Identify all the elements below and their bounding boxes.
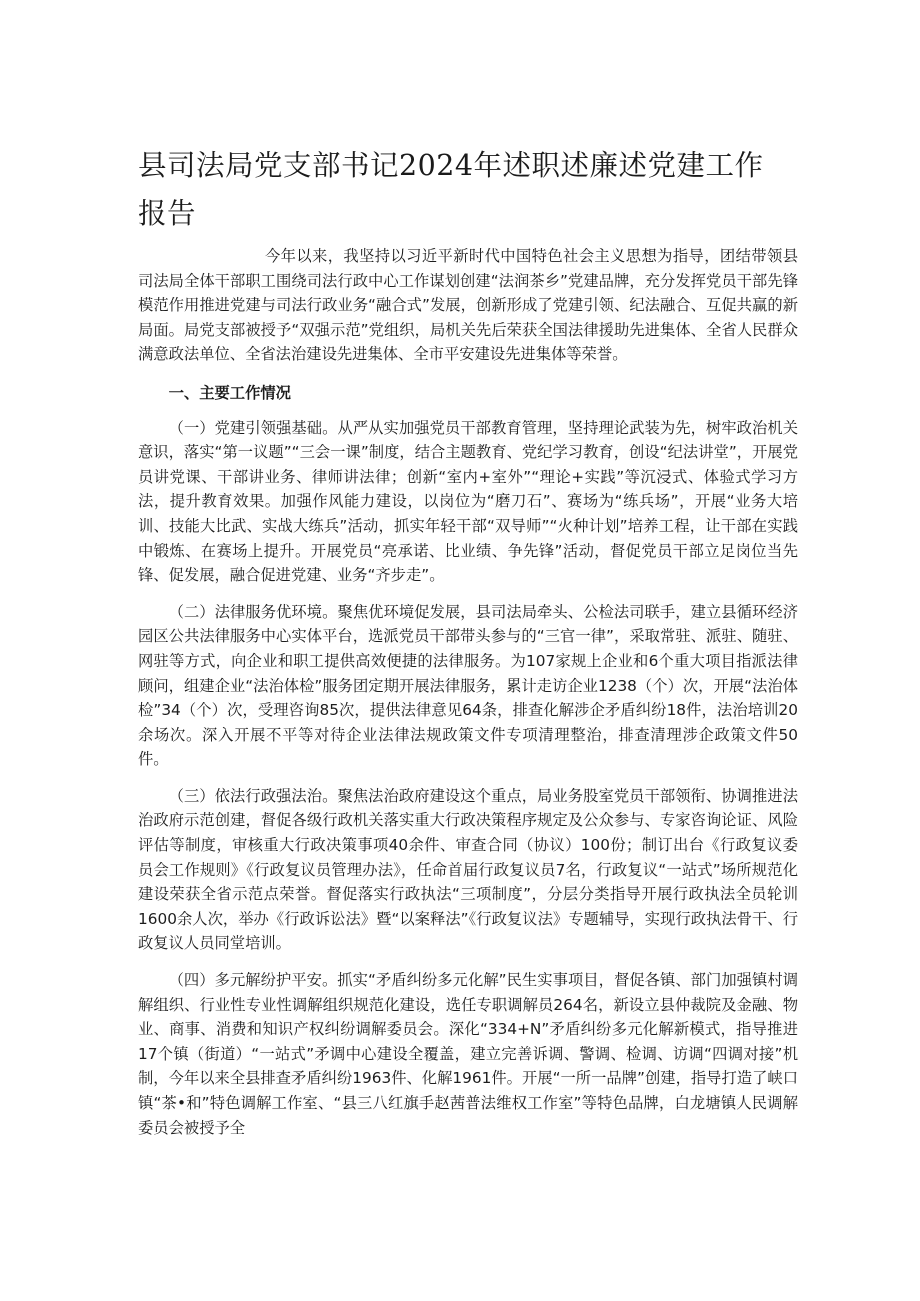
- document-body: [138, 244, 798, 1148]
- paragraph-legal-services: （二）法律服务优环境。聚焦优环境促发展，县司法局牵头、公检法司联手，建立县循环经济园区公共法律服务中心实体平台，选派党员干部带头参与的“三官一律”，采取常驻、派驻、随驻、网驻等方式，向企业和职工提供高效便捷的法律服务。为107家规上企业和6个重大项目指派法律顾问，组建企业“法治体检”服务团定期开展法律服务，累计走访企业1238（个）次，开展“法治体检”34（个）次，受理咨询85次，提供法律意见64条，排查化解涉企矛盾纠纷18件，法治培训20余场次。深入开展不平等对待企业法律法规政策文件专项清理整治，排查清理涉企政策文件50件。: [138, 602, 798, 769]
- section-heading-main-work: 一、主要工作情况: [168, 383, 291, 402]
- paragraph-administration-by-law: （三）依法行政强法治。聚焦法治政府建设这个重点，局业务股室党员干部领衔、协调推进法治政府示范创建，督促各级行政机关落实重大行政决策程序规定及公众参与、专家咨询论证、风险评估等制度，审核重大行政决策事项40余件、审查合同（协议）100份；制订出台《行政复议委员会工作规则》《行政复议员管理办法》，任命首届行政复议员7名，行政复议“一站式”场所规范化建设荣获全省示范点荣誉。督促落实行政执法“三项制度”，分层分类指导开展行政执法全员轮训1600余人次，举办《行政诉讼法》暨“以案释法”《行政复议法》专题辅导，实现行政执法骨干、行政复议人员同堂培训。: [138, 786, 798, 953]
- intro-paragraph: 今年以来，我坚持以习近平新时代中国特色社会主义思想为指导，团结带领县司法局全体干部职工围绕司法行政中心工作谋划创建“法润茶乡”党建品牌，充分发挥党员干部先锋模范作用推进党建与司法行政业务“融合式”发展，创新形成了党建引领、纪法融合、互促共赢的新局面。局党支部被授予“双强示范”党组织，局机关先后荣获全国法律援助先进集体、全省人民群众满意政法单位、全省法治建设先进集体、全市平安建设先进集体等荣誉。: [138, 247, 798, 364]
- document-title: 县司法局党支部书记2024年述职述廉述党建工作报告: [138, 149, 764, 230]
- paragraph-party-building: （一）党建引领强基础。从严从实加强党员干部教育管理，坚持理论武装为先，树牢政治机关意识，落实“第一议题”“三会一课”制度，结合主题教育、党纪学习教育，创设“纪法讲堂”，开展党员讲党课、干部讲业务、律师讲法律；创新“室内+室外”“理论+实践”等沉浸式、体验式学习方法，提升教育效果。加强作风能力建设，以岗位为“磨刀石”、赛场为“练兵场”，开展“业务大培训、技能大比武、实战大练兵”活动，抓实年轻干部“双导师”“火种计划”培养工程，让干部在实践中锻炼、在赛场上提升。开展党员“亮承诺、比业绩、争先锋”活动，督促党员干部立足岗位当先锋、促发展，融合促进党建、业务“齐步走”。: [138, 418, 798, 585]
- paragraph-dispute-resolution: （四）多元解纷护平安。抓实“矛盾纠纷多元化解”民生实事项目，督促各镇、部门加强镇村调解组织、行业性专业性调解组织规范化建设，选任专职调解员264名，新设立县仲裁院及金融、物业、商事、消费和知识产权纠纷调解委员会。深化“334+N”矛盾纠纷多元化解新模式，指导推进17个镇（街道）“一站式”矛调中心建设全覆盖，建立完善诉调、警调、检调、访调“四调对接”机制，今年以来全县排查矛盾纠纷1963件、化解1961件。开展“一所一品牌”创建，指导打造了峡口镇“茶•和”特色调解工作室、“县三八红旗手赵茜普法维权工作室”等特色品牌，白龙塘镇人民调解委员会被授予全: [138, 971, 798, 1137]
